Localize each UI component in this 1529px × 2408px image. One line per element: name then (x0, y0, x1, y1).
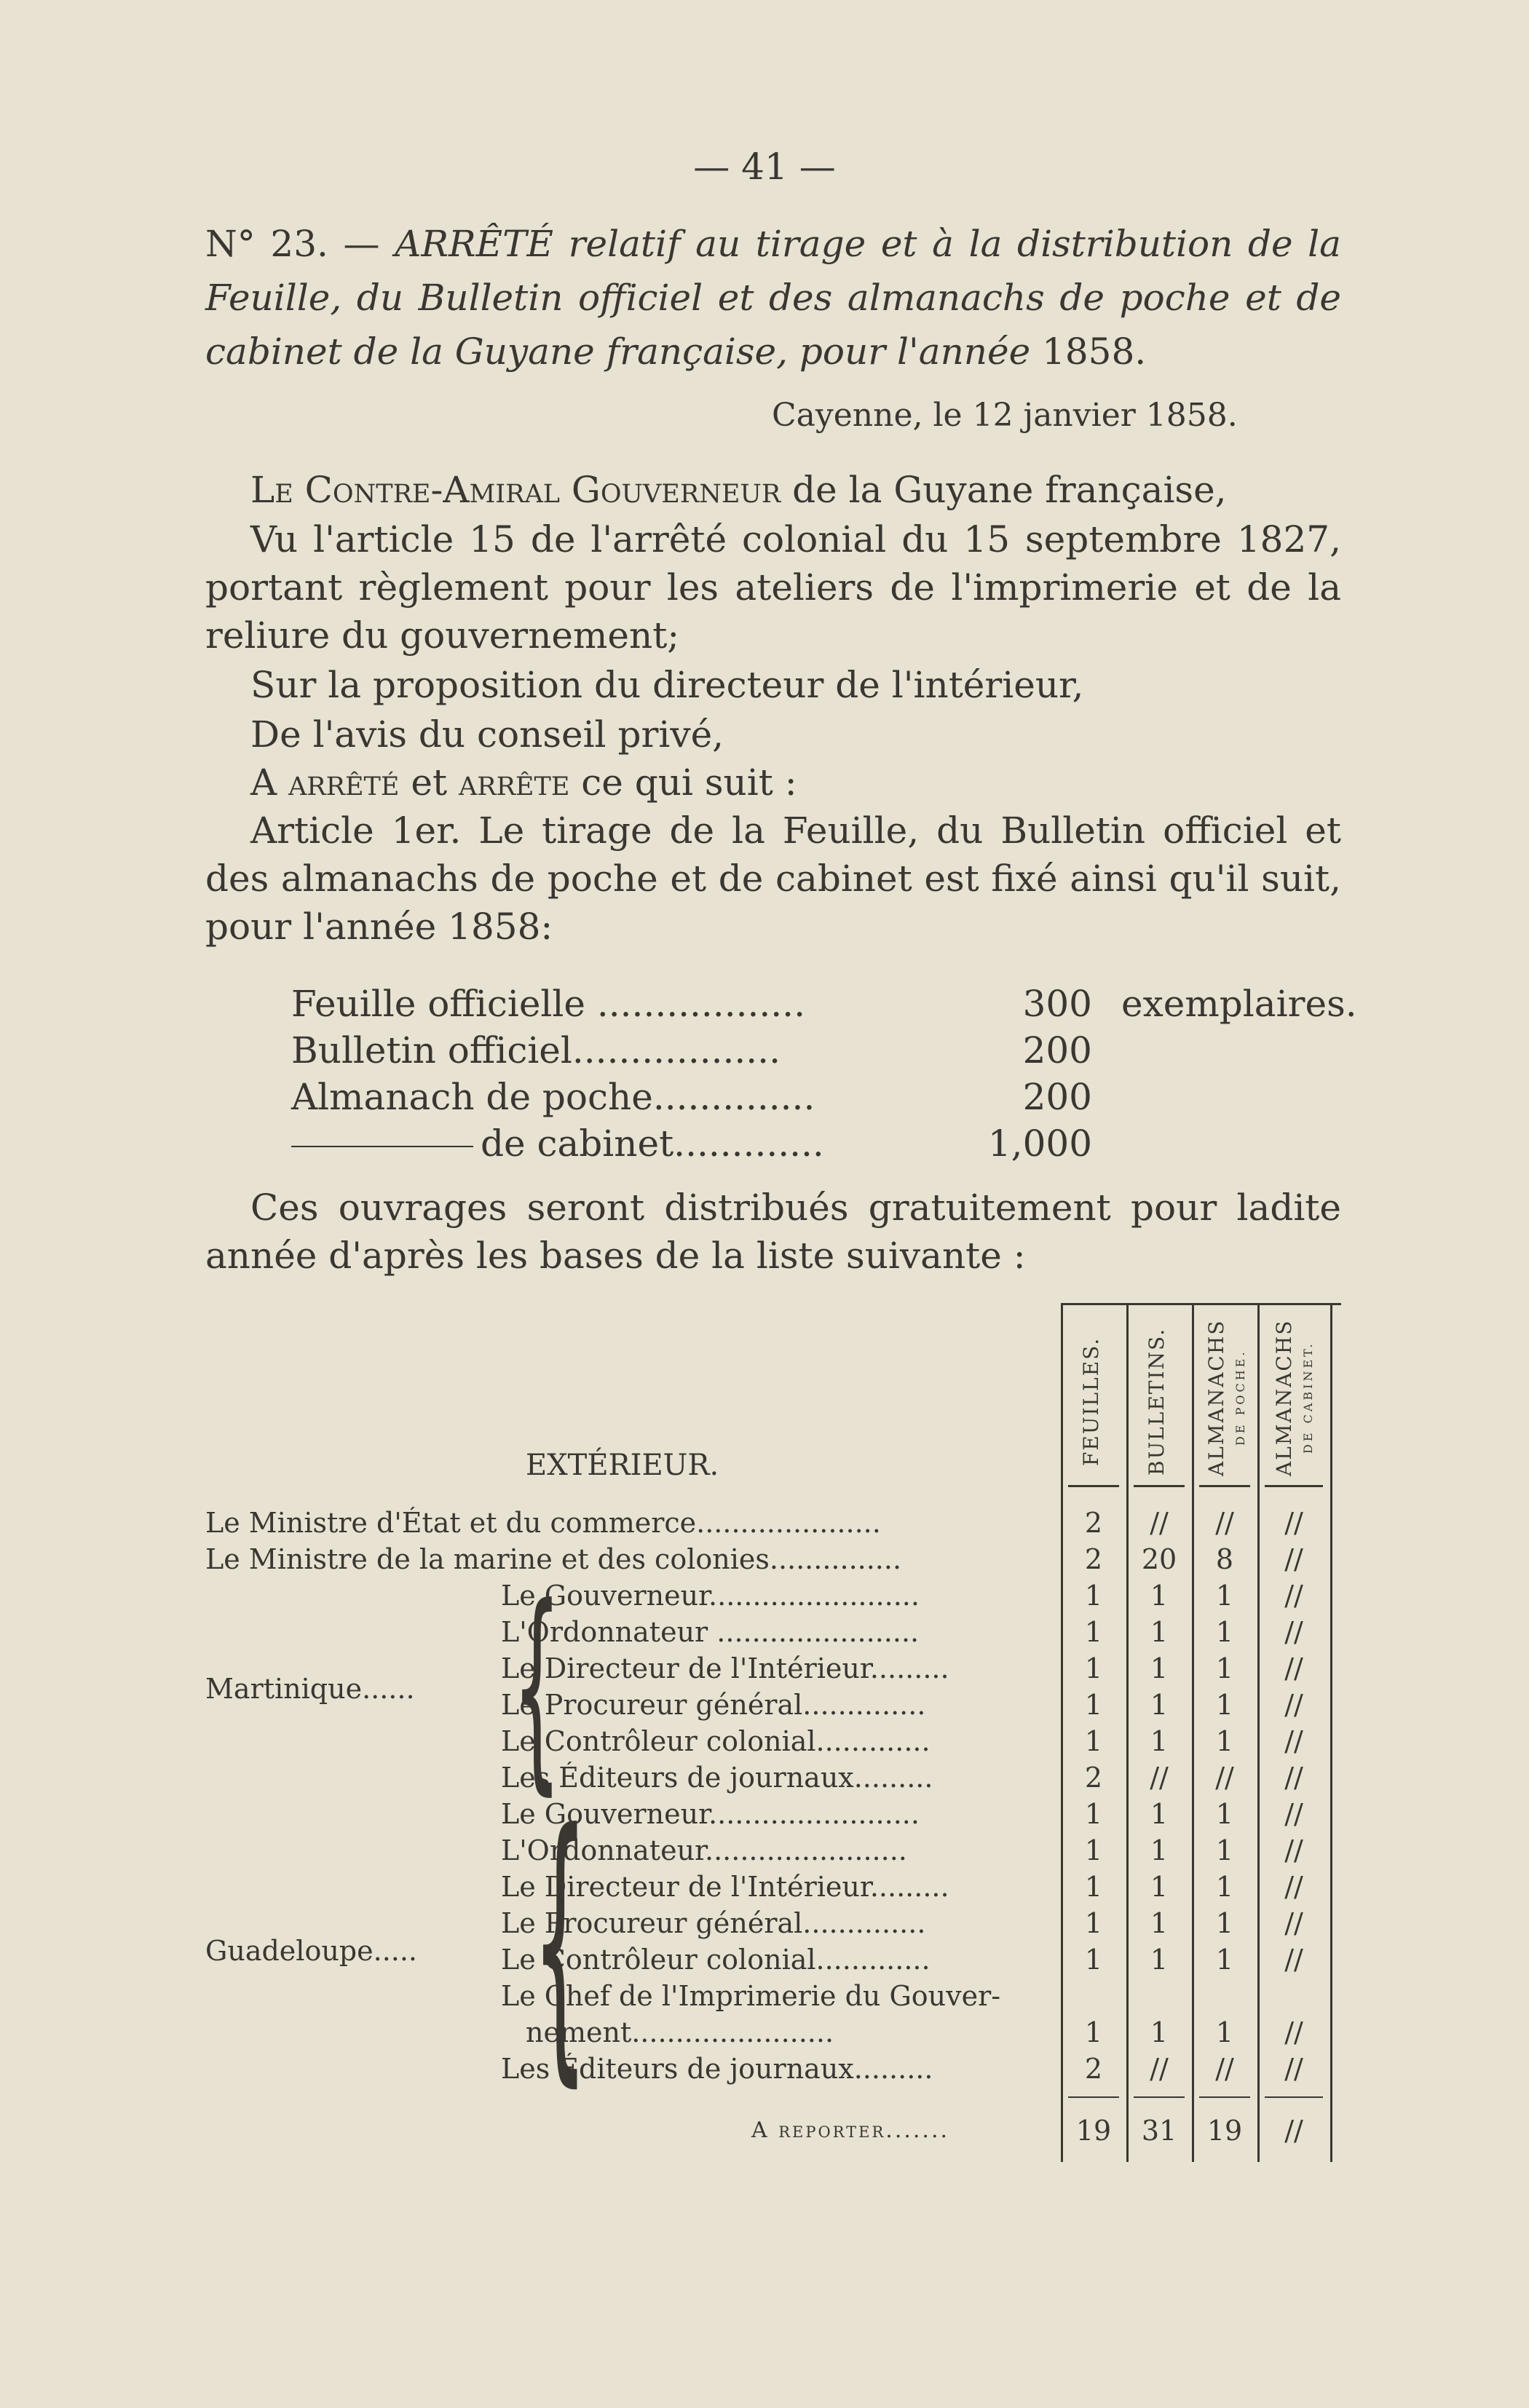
table-row (205, 1580, 1341, 1616)
tirage-label: Bulletin officiel.................. (291, 1029, 781, 1072)
header-rule (1199, 1485, 1250, 1487)
tirage-value: 300 (1022, 983, 1092, 1025)
cell-almanachs-poche: 1 (1215, 1689, 1234, 1721)
cell-bulletins: 1 (1150, 1689, 1169, 1721)
cell-feuilles: 1 (1084, 1725, 1103, 1757)
cell-bulletins: // (1150, 1762, 1169, 1794)
cell-almanachs-poche: // (1215, 2053, 1234, 2085)
table-row (205, 1543, 1341, 1580)
cell-almanachs-poche: 1 (1215, 2016, 1234, 2048)
table-row (205, 1689, 1341, 1725)
cell-almanachs-poche: 1 (1215, 1834, 1234, 1866)
cell-feuilles: 1 (1084, 1580, 1103, 1612)
cell-almanachs-poche: 8 (1215, 1543, 1234, 1575)
cell-almanachs-cabinet: // (1284, 2053, 1303, 2085)
vu-paragraph: Vu l'article 15 de l'arrêté colonial du 15 septembre 1827, portant règlement pour les ateliers de l'imprimerie et de la reliure du gouvernement; (205, 518, 1341, 657)
row-label: Le Directeur de l'Intérieur......... (501, 1871, 949, 1903)
cell-feuilles: 1 (1084, 2016, 1103, 2048)
authority: Le Contre-Amiral Gouverneur (250, 469, 781, 511)
cell-almanachs-cabinet: // (1284, 1580, 1303, 1612)
row-label: Le Contrôleur colonial............. (501, 1944, 931, 1976)
authority-line (205, 466, 1341, 514)
row-label: Les Éditeurs de journaux......... (501, 1762, 933, 1794)
header-rule (1068, 1485, 1119, 1487)
tirage-unit: exemplaires. (1121, 983, 1357, 1025)
total-rule (1265, 2096, 1323, 2098)
cell-feuilles: 1 (1084, 1907, 1103, 1939)
decree-year: 1858. (1042, 330, 1147, 373)
page-number: — 41 — (693, 146, 836, 188)
tirage-value: 200 (1022, 1029, 1092, 1072)
tirage-value: 200 (1022, 1076, 1092, 1118)
cell-almanachs-poche: 1 (1215, 1616, 1234, 1648)
cell-almanachs-cabinet: // (1284, 1616, 1303, 1648)
row-label: Le Directeur de l'Intérieur......... (501, 1652, 949, 1684)
cell-bulletins: // (1150, 1507, 1169, 1539)
table-row (205, 1944, 1341, 1980)
cell-almanachs-cabinet: // (1284, 1907, 1303, 1939)
cell-bulletins: 20 (1141, 1543, 1177, 1575)
table-row (205, 1652, 1341, 1689)
tirage-label: Feuille officielle .................. (291, 983, 805, 1025)
total-almanachs-cabinet: // (1284, 2115, 1303, 2147)
row-label: Le Procureur général.............. (501, 1689, 926, 1721)
cell-almanachs-cabinet: // (1284, 1944, 1303, 1976)
cell-almanachs-cabinet: // (1284, 1834, 1303, 1866)
row-label: L'Ordonnateur ....................... (501, 1616, 920, 1648)
column-header-bulletins: BULLETINS. (1145, 1327, 1169, 1476)
cell-bulletins: 1 (1150, 1725, 1169, 1757)
cell-bulletins: // (1150, 2053, 1169, 2085)
avis-paragraph: De l'avis du conseil privé, (250, 713, 724, 756)
cell-almanachs-poche: 1 (1215, 1907, 1234, 1939)
cell-almanachs-cabinet: // (1284, 1652, 1303, 1684)
arrete-rest: ce qui suit : (581, 761, 797, 804)
table-row (205, 1834, 1341, 1871)
cell-almanachs-cabinet: // (1284, 1798, 1303, 1830)
authority-rest: de la Guyane française, (792, 469, 1227, 511)
cell-feuilles: 1 (1084, 1689, 1103, 1721)
cell-feuilles: 2 (1084, 1543, 1103, 1575)
cell-almanachs-poche: 1 (1215, 1944, 1234, 1976)
decree-title-text: ARRÊTÉ relatif au tirage et à la distribution de la Feuille, du Bulletin officiel et des almanachs de poche et de cabinet de la Guyane française, pour l'année (205, 223, 1341, 373)
cell-bulletins: 1 (1150, 1834, 1169, 1866)
decree-number: N° 23. — (205, 223, 380, 265)
table-row (205, 2016, 1341, 2053)
table-row (205, 1762, 1341, 1798)
cell-feuilles: 1 (1084, 1944, 1103, 1976)
section-heading: EXTÉRIEUR. (526, 1449, 719, 1482)
cell-bulletins: 1 (1150, 1944, 1169, 1976)
cell-feuilles: 1 (1084, 1798, 1103, 1830)
distribution-paragraph: Ces ouvrages seront distribués gratuitement pour ladite année d'après les bases de la liste suivante : (205, 1187, 1341, 1277)
cell-almanachs-cabinet: // (1284, 1507, 1303, 1539)
arrete-line (205, 759, 1341, 807)
table-row (205, 2053, 1341, 2089)
cell-bulletins: 1 (1150, 1580, 1169, 1612)
header-rule (1265, 1485, 1323, 1487)
column-header-feuilles: FEUILLES. (1079, 1336, 1103, 1466)
cell-feuilles: 1 (1084, 1871, 1103, 1903)
cell-almanachs-poche: // (1215, 1507, 1234, 1539)
cell-bulletins: 1 (1150, 1871, 1169, 1903)
row-label: Les Éditeurs de journaux......... (501, 2053, 933, 2085)
cell-feuilles: 2 (1084, 2053, 1103, 2085)
brace-guadeloupe: { (532, 1773, 588, 2111)
row-label: Le Ministre d'État et du commerce..................... (205, 1507, 881, 1539)
date-line: Cayenne, le 12 janvier 1858. (772, 397, 1238, 434)
total-rule (1134, 2096, 1185, 2098)
total-almanachs-poche: 19 (1206, 2115, 1243, 2147)
cell-almanachs-poche: 1 (1215, 1580, 1234, 1612)
table-row (205, 1616, 1341, 1652)
row-label: nement....................... (526, 2016, 834, 2048)
table-row (205, 1907, 1341, 1944)
table-row (205, 1980, 1341, 2016)
cell-bulletins: 1 (1150, 1616, 1169, 1648)
cell-feuilles: 2 (1084, 1507, 1103, 1539)
cell-feuilles: 1 (1084, 1652, 1103, 1684)
row-label: L'Ordonnateur....................... (501, 1834, 907, 1866)
table-row (205, 1725, 1341, 1762)
group-label-martinique: Martinique...... (205, 1673, 415, 1705)
arrete-a: A (250, 761, 277, 804)
arrete-word-2: arrête (458, 761, 570, 804)
article-1-text: Le tirage de la Feuille, du Bulletin officiel et des almanachs de poche et de cabinet est fixé ainsi qu'il suit, pour l'année 1858: (205, 809, 1341, 948)
cell-bulletins: 1 (1150, 2016, 1169, 2048)
cell-feuilles: 1 (1084, 1834, 1103, 1866)
cell-almanachs-cabinet: // (1284, 2016, 1303, 2048)
cell-almanachs-poche: 1 (1215, 1798, 1234, 1830)
cell-almanachs-cabinet: // (1284, 1543, 1303, 1575)
row-label: Le Gouverneur........................ (501, 1580, 920, 1612)
brace-martinique: { (513, 1560, 561, 1814)
cell-almanachs-poche: // (1215, 1762, 1234, 1794)
total-rule (1068, 2096, 1119, 2098)
row-label: Le Chef de l'Imprimerie du Gouver- (501, 1980, 1001, 2012)
cell-almanachs-poche: 1 (1215, 1871, 1234, 1903)
total-bulletins: 31 (1141, 2115, 1177, 2147)
table-row (205, 1507, 1341, 1543)
decree-title (205, 217, 1341, 379)
table-row (205, 1871, 1341, 1907)
cell-feuilles: 1 (1084, 1616, 1103, 1648)
cell-almanachs-poche: 1 (1215, 1652, 1234, 1684)
arrete-et: et (411, 761, 448, 804)
cell-bulletins: 1 (1150, 1907, 1169, 1939)
tirage-label: Almanach de poche.............. (291, 1076, 815, 1118)
report-row (205, 2115, 1341, 2151)
cell-almanachs-cabinet: // (1284, 1871, 1303, 1903)
total-feuilles: 19 (1075, 2115, 1112, 2147)
header-rule (1134, 1485, 1185, 1487)
cell-almanachs-poche: 1 (1215, 1725, 1234, 1757)
row-label: Le Contrôleur colonial............. (501, 1725, 931, 1757)
cell-almanachs-cabinet: // (1284, 1689, 1303, 1721)
cell-bulletins: 1 (1150, 1652, 1169, 1684)
group-label-guadeloupe: Guadeloupe..... (205, 1935, 418, 1967)
sur-paragraph: Sur la proposition du directeur de l'intérieur, (250, 664, 1084, 706)
total-rule (1199, 2096, 1250, 2098)
cell-bulletins: 1 (1150, 1798, 1169, 1830)
tirage-label: de cabinet............. (481, 1122, 824, 1165)
ditto-dash (291, 1146, 473, 1147)
cell-almanachs-cabinet: // (1284, 1762, 1303, 1794)
row-label: Le Gouverneur........................ (501, 1798, 920, 1830)
arrete-word-1: arrêté (288, 761, 400, 804)
article-1-label: Article 1er. (250, 809, 462, 852)
report-label: A reporter....... (751, 2118, 950, 2143)
cell-feuilles: 2 (1084, 1762, 1103, 1794)
table-row (205, 1798, 1341, 1834)
tirage-value: 1,000 (987, 1122, 1092, 1165)
row-label: Le Ministre de la marine et des colonies............... (205, 1543, 902, 1575)
table-top-rule (1061, 1303, 1341, 1305)
cell-almanachs-cabinet: // (1284, 1725, 1303, 1757)
column-header-almanachs-cabinet: ALMANACHS DE CABINET. (1272, 1319, 1315, 1476)
column-header-almanachs-poche: ALMANACHS DE POCHE. (1204, 1319, 1247, 1476)
article-1 (205, 807, 1341, 951)
row-label: Le Procureur général.............. (501, 1907, 926, 1939)
distribution-table (205, 1303, 1341, 2162)
